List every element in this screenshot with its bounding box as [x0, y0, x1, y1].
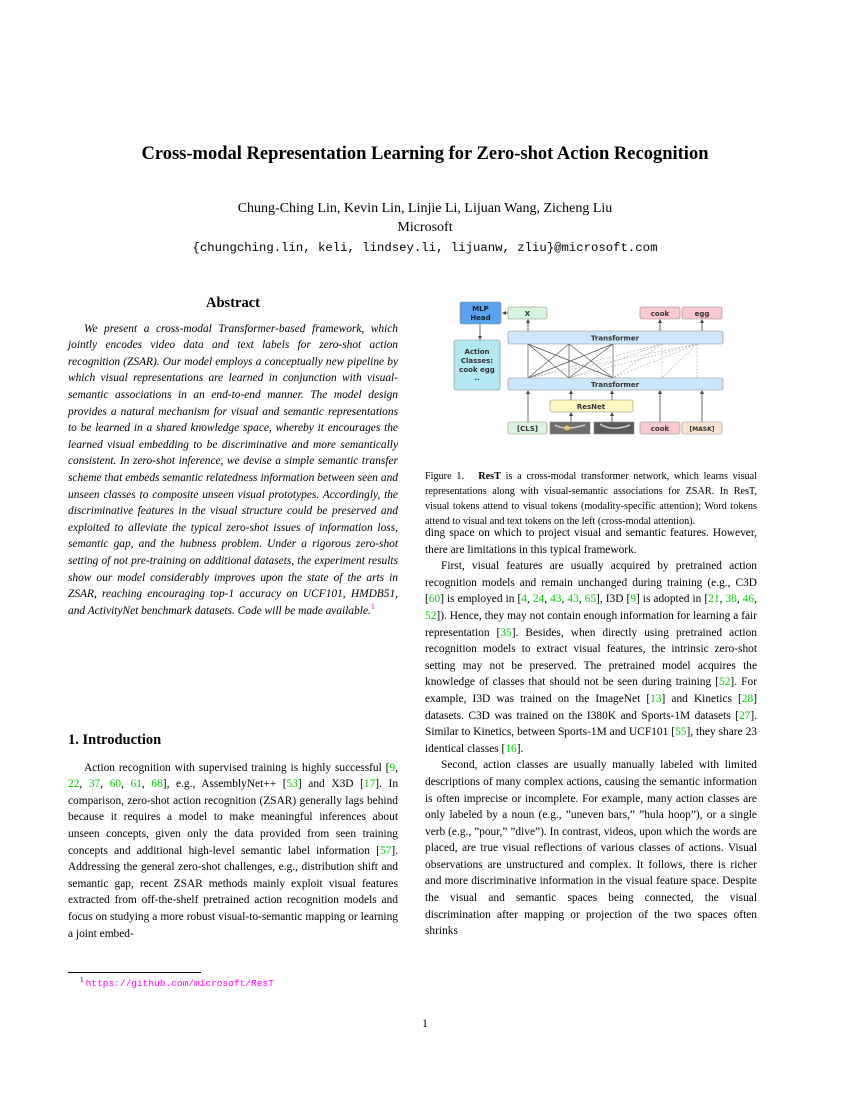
- citation-link[interactable]: 37: [88, 778, 101, 791]
- egg-out-label: egg: [694, 310, 710, 318]
- action-label-1: Action: [464, 348, 490, 356]
- citation-link[interactable]: 52: [719, 676, 731, 689]
- transformer-bottom-label: Transformer: [590, 381, 640, 389]
- abstract-body: We present a cross-modal Transformer-based framework, which jointly encodes video data and text labels for zero-shot action recognition (ZSAR). Our model employs a conceptually new pipeline by which visual representations are learned in conjunction with visual-semantic associations in an end-to-end manner. The model design provides a natural mechanism for visual and semantic representations to be learned in a shared knowledge space, whereby it encourages the learned visual embedding to be discriminative and more semantically consistent. In zero-shot inference, we devise a simple semantic transfer scheme that embeds semantic relatedness information between seen and unseen classes to composite unseen visual prototypes. Accordingly, the discriminative features in the visual structure could be preserved and exploited to alleviate the typical zero-shot issues of information loss, semantic gap, and the hubness problem. Under a rigorous zero-shot setting of not pre-training on additional datasets, the experiment results show our model considerably improves upon the state of the arts in ZSAR, reaching encouraging top-1 accuracy on UCF101, HMDB51, and ActivityNet benchmark datasets. Code will be made available.: [68, 322, 398, 617]
- paper-title: Cross-modal Representation Learning for Zero-shot Action Recognition: [141, 144, 709, 164]
- text-run: Second, action classes are usually manually labeled with limited descriptions of many complex actions, causing the semantic information is often imprecise or incomplete. For example, many action classes are only labeled by a noun (e.g., ”uneven bars,” ”hula hoop”), or a single verb (e.g., ”pour,” ”dive”). In contrast, videos, upon which the words are placed, are true visual reflections of various classes of actions. Visual observations are unstructured and complex. It follows, there is richer and more discriminative information in the visual feature space. Despite the visual and semantic spaces being connected, the visual discrimination after mapping or projection of the two spaces often shrinks: [425, 759, 757, 938]
- citation-link[interactable]: 17: [363, 778, 376, 791]
- citation-link[interactable]: 28: [741, 692, 754, 705]
- citation-link[interactable]: 68: [151, 778, 163, 791]
- text-run: is adopted in: [639, 593, 705, 606]
- paragraph: First, visual features are usually acquired by pretrained action recognition models and remain unchanged during training (e.g., C3D [60] is employed in [4, 24, 43, 43, 65], I3D [9] is adopted in [21, 38, 46, 52]). Hence, they may not contain enough information for learning a fair representation [35]. Besides, when directly using pretrained action recognition models to extract visual features, the intrinsic zero-shot setting may not be preserved. The pretrained model acquires the knowledge of classes that should not be seen during training [52]. For example, I3D was trained on the ImageNet [13] and Kinetics [28] datasets. C3D was trained on the I380K and Sports-1M datasets [27]. Similar to Kinetics, between Sports-1M and UCF101 [55], they share 23 identical classes [16].: [425, 560, 757, 755]
- text-run: , e.g., AssemblyNet++: [166, 778, 283, 791]
- text-run: . For example, I3D was trained on the ImageNet: [425, 676, 757, 705]
- transformer-top-label: Transformer: [590, 334, 640, 343]
- text-run: ). Hence, they may not contain enough information for learning a fair representation: [425, 609, 757, 639]
- citation-link[interactable]: 43: [550, 593, 562, 606]
- affiliation: Microsoft: [397, 220, 453, 235]
- figure-caption: [425, 469, 757, 529]
- text-run: , they share 23 identical classes: [425, 726, 757, 755]
- paragraph: [425, 757, 757, 940]
- text-run: and Kinetics: [665, 692, 739, 705]
- mask-label: [MASK]: [689, 426, 715, 433]
- text-run: . Besides, when directly using pretrained action recognition models to extract visual features, the intrinsic zero-shot setting may not be preserved. The pretrained model acquires the knowledge of classes that should not be seen during training: [425, 626, 757, 689]
- citation-link[interactable]: 4: [521, 593, 527, 606]
- action-label-3: cook egg: [459, 366, 495, 374]
- action-label-4: ..: [474, 374, 480, 382]
- citation-link[interactable]: 22: [68, 778, 80, 791]
- footnote-number: 1: [80, 976, 84, 984]
- citation-link[interactable]: 61: [130, 778, 142, 791]
- abstract-text: [68, 321, 398, 620]
- abstract-heading: Abstract: [206, 295, 260, 311]
- text-run: . Similar to Kinetics, between Sports-1M and UCF101: [425, 709, 757, 739]
- citation-link[interactable]: 21: [708, 593, 720, 606]
- page-number: 1: [422, 1016, 428, 1030]
- citation-link[interactable]: 60: [428, 593, 441, 606]
- caption-text: is a cross-modal transformer network, which learns visual representations along with visual-semantic associations for ZSAR. In ResT, visual tokens attend to visual tokens (modality-specific attention); Word tokens attend to visual and text tokens on the left (cross-modal attention).: [425, 471, 757, 527]
- paragraph: [425, 525, 757, 558]
- introduction-heading: 1. Introduction: [68, 732, 162, 748]
- text-run: is employed in: [443, 593, 518, 606]
- citation-link[interactable]: 24: [532, 593, 545, 606]
- footnote: [80, 976, 274, 989]
- citation-link[interactable]: 16: [505, 742, 517, 755]
- text-run: datasets. C3D was trained on the I380K and Sports-1M datasets: [425, 709, 736, 722]
- citation-link[interactable]: 43: [567, 593, 579, 606]
- footnote-rule: [68, 972, 201, 973]
- emails: {chungching.lin, keli, lindsey.li, lijuanw, zliu}@microsoft.com: [192, 241, 658, 255]
- citation-link[interactable]: 65: [584, 593, 597, 606]
- abstract-section: [68, 295, 398, 619]
- mlp-label-2: Head: [470, 314, 491, 322]
- citation-link[interactable]: 13: [650, 692, 662, 705]
- citation-link[interactable]: 52: [425, 609, 437, 622]
- intro-right-text: [425, 525, 757, 940]
- cls-label: [CLS]: [516, 425, 539, 433]
- caption-label: Figure 1.: [425, 471, 464, 482]
- citation-link[interactable]: 46: [742, 593, 755, 606]
- action-label-2: Classes:: [460, 357, 494, 365]
- citation-link[interactable]: 9: [630, 593, 636, 606]
- text-run: ding space on which to project visual and semantic features. However, there are limitations in this typical framework.: [425, 527, 757, 556]
- caption-model-name: ResT: [478, 471, 501, 482]
- cook-out-label: cook: [650, 310, 670, 318]
- figure-1: [445, 297, 735, 442]
- text-run: . In comparison, zero-shot action recognition (ZSAR) generally lags behind because it requires a model to make meaningful inferences about unseen concepts, given only the data provided from seen training concepts and additional high-level semantic label information: [68, 778, 399, 857]
- introduction-section: [68, 732, 398, 942]
- x-label: X: [524, 310, 531, 318]
- footnote-mark[interactable]: 1: [370, 601, 375, 611]
- mlp-label-1: MLP: [472, 305, 489, 313]
- citation-link[interactable]: 60: [109, 778, 122, 791]
- intro-left-text: [68, 760, 398, 943]
- text-run: Action recognition with supervised training is highly successful: [84, 761, 386, 774]
- text-run: First, visual features are usually acquired by pretrained action recognition models and remain unchanged during training (e.g., C3D: [425, 560, 757, 589]
- text-run: , I3D: [599, 593, 627, 606]
- citation-link[interactable]: 27: [738, 709, 751, 722]
- authors: Chung-Ching Lin, Kevin Lin, Linjie Li, Lijuan Wang, Zicheng Liu: [237, 201, 613, 216]
- text-run: . Addressing the general zero-shot challenges, e.g., distribution shift and semantic gap, recent ZSAR methods mainly exploit visual features extracted from off-the-shelf pretrained action recognition models and focus on studying a more robust visual-to-semantic mapping or learning a joint embed-: [68, 844, 398, 940]
- paragraph: Action recognition with supervised training is highly successful [9, 22, 37, 60, 61, 68], e.g., AssemblyNet++ [53] and X3D [17]. In comparison, zero-shot action recognition (ZSAR) generally lags behind because it requires a model to make meaningful inferences about unseen concepts, given only the data provided from seen training concepts and additional high-level semantic label information [57]. Addressing the general zero-shot challenges, e.g., distribution shift and semantic gap, recent ZSAR methods mainly exploit visual features extracted from off-the-shelf pretrained action recognition models and focus on studying a more robust visual-to-semantic mapping or learning a joint embed-: [68, 761, 399, 940]
- citation-link[interactable]: 35: [500, 626, 512, 639]
- citation-link[interactable]: 57: [379, 844, 392, 857]
- text-run: .: [520, 742, 524, 755]
- cook-in-label: cook: [650, 425, 670, 433]
- resnet-label: ResNet: [576, 403, 606, 411]
- citation-link[interactable]: 9: [389, 761, 396, 774]
- text-run: and X3D: [301, 778, 361, 791]
- citation-link[interactable]: 38: [725, 593, 737, 606]
- citation-link[interactable]: 55: [675, 726, 687, 739]
- citation-link[interactable]: 53: [286, 778, 298, 791]
- footnote-link[interactable]: https://github.com/microsoft/ResT: [85, 977, 274, 989]
